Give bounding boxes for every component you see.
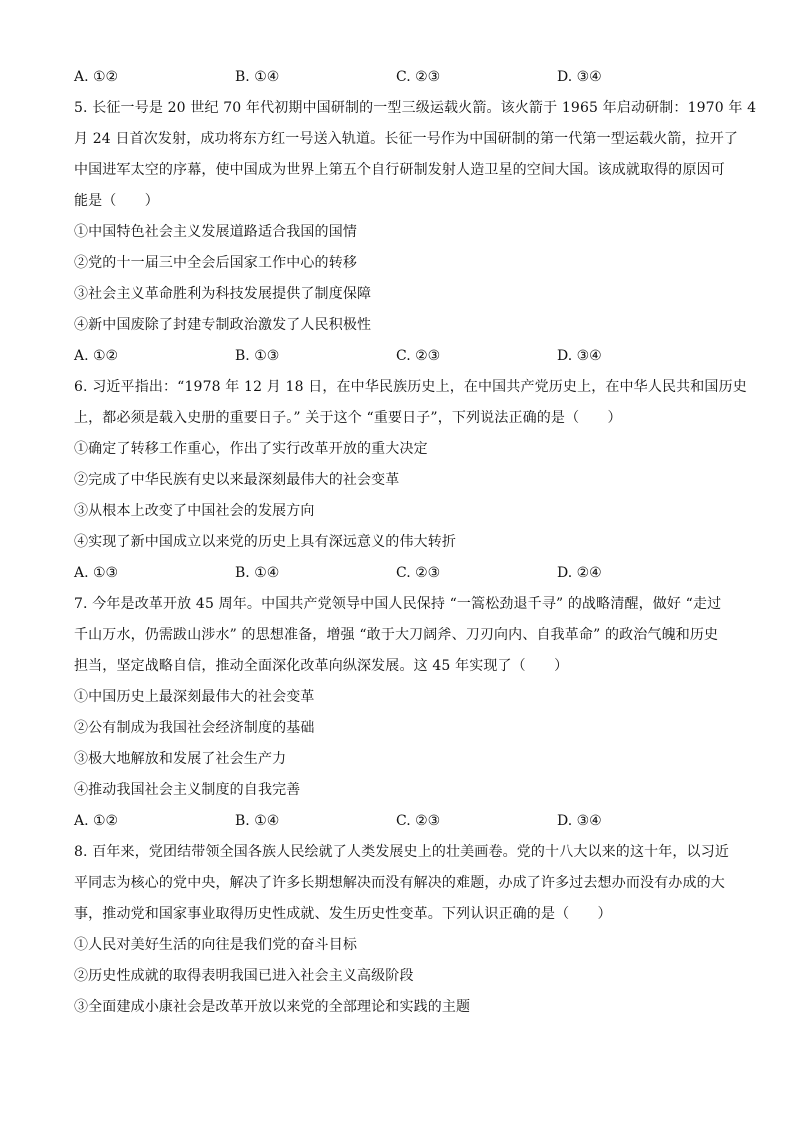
question-stem: 中国进军太空的序幕，使中国成为世界上第五个自行研制发射人造卫星的空间大国。该成就取得的原因可 (74, 162, 725, 178)
statement-item: ③极大地解放和发展了社会生产力 (74, 751, 287, 767)
statement-item: ①确定了转移工作重心，作出了实行改革开放的重大决定 (74, 441, 428, 457)
question-stem: 千山万水，仍需跋山涉水” 的思想准备，增强 “敢于大刀阔斧、刀刃向内、自我革命” 的政治气魄和历史 (74, 627, 719, 643)
option-a: A. ①② (74, 69, 119, 85)
option-b: B. ①④ (235, 813, 280, 829)
option-c: C. ②③ (396, 565, 441, 581)
answer-options-q4 (74, 62, 726, 93)
question-6 (74, 372, 747, 589)
question-stem: 6. 习近平指出：“1978 年 12 月 18 日，在中华民族历史上，在中国共产党历史上，在中华人民共和国历史 (74, 379, 747, 395)
option-a: A. ①③ (74, 565, 119, 581)
option-c: C. ②③ (396, 348, 441, 364)
statement-item: ④新中国废除了封建专制政治激发了人民积极性 (74, 317, 372, 333)
statement-item: ④实现了新中国成立以来党的历史上具有深远意义的伟大转折 (74, 534, 457, 550)
question-8 (74, 837, 730, 1023)
question-stem: 平同志为核心的党中央，解决了许多长期想解决而没有解决的难题，办成了许多过去想办而没有办成的大 (74, 875, 725, 891)
statement-item: ②完成了中华民族有史以来最深刻最伟大的社会变革 (74, 472, 400, 488)
question-stem: 能是（ ） (74, 193, 159, 209)
option-a: A. ①② (74, 348, 119, 364)
option-d: D. ②④ (557, 565, 602, 581)
question-stem: 担当，坚定战略自信，推动全面深化改革向纵深发展。这 45 年实现了（ ） (74, 658, 569, 674)
option-b: B. ①③ (235, 348, 280, 364)
answer-options (74, 341, 726, 372)
option-c: C. ②③ (396, 813, 441, 829)
statement-item: ①中国历史上最深刻最伟大的社会变革 (74, 689, 315, 705)
question-stem: 7. 今年是改革开放 45 周年。中国共产党领导中国人民保持 “一篙松劲退千寻” 的战略清醒，做好 “走过 (74, 596, 722, 612)
option-b: B. ①④ (235, 565, 280, 581)
option-c: C. ②③ (396, 69, 441, 85)
statement-item: ②公有制成为我国社会经济制度的基础 (74, 720, 315, 736)
statement-item: ①人民对美好生活的向往是我们党的奋斗目标 (74, 937, 357, 953)
question-stem: 5. 长征一号是 20 世纪 70 年代初期中国研制的一型三级运载火箭。该火箭于 1965 年启动研制：1970 年 4 (74, 100, 757, 116)
statement-item: ②历史性成就的取得表明我国已进入社会主义高级阶段 (74, 968, 414, 984)
option-b: B. ①④ (235, 69, 280, 85)
option-d: D. ③④ (557, 69, 602, 85)
answer-options (74, 558, 726, 589)
statement-item: ③社会主义革命胜利为科技发展提供了制度保障 (74, 286, 372, 302)
question-stem: 上，都必须是载入史册的重要日子。” 关于这个 “重要日子”，下列说法正确的是（ ） (74, 410, 622, 426)
answer-options (74, 806, 726, 837)
option-a: A. ①② (74, 813, 119, 829)
statement-item: ③全面建成小康社会是改革开放以来党的全部理论和实践的主题 (74, 999, 471, 1015)
question-stem: 月 24 日首次发射，成功将东方红一号送入轨道。长征一号作为中国研制的第一代第一型运载火箭，拉开了 (74, 131, 739, 147)
statement-item: ②党的十一届三中全会后国家工作中心的转移 (74, 255, 357, 271)
statement-item: ④推动我国社会主义制度的自我完善 (74, 782, 301, 798)
statement-item: ①中国特色社会主义发展道路适合我国的国情 (74, 224, 357, 240)
question-5 (74, 93, 757, 372)
option-d: D. ③④ (557, 348, 602, 364)
statement-item: ③从根本上改变了中国社会的发展方向 (74, 503, 315, 519)
option-d: D. ③④ (557, 813, 602, 829)
question-stem: 8. 百年来，党团结带领全国各族人民绘就了人类发展史上的壮美画卷。党的十八大以来的这十年，以习近 (74, 844, 730, 860)
question-stem: 事，推动党和国家事业取得历史性成就、发生历史性变革。下列认识正确的是（ ） (74, 906, 612, 922)
exam-page (74, 62, 757, 1023)
question-7 (74, 589, 726, 837)
